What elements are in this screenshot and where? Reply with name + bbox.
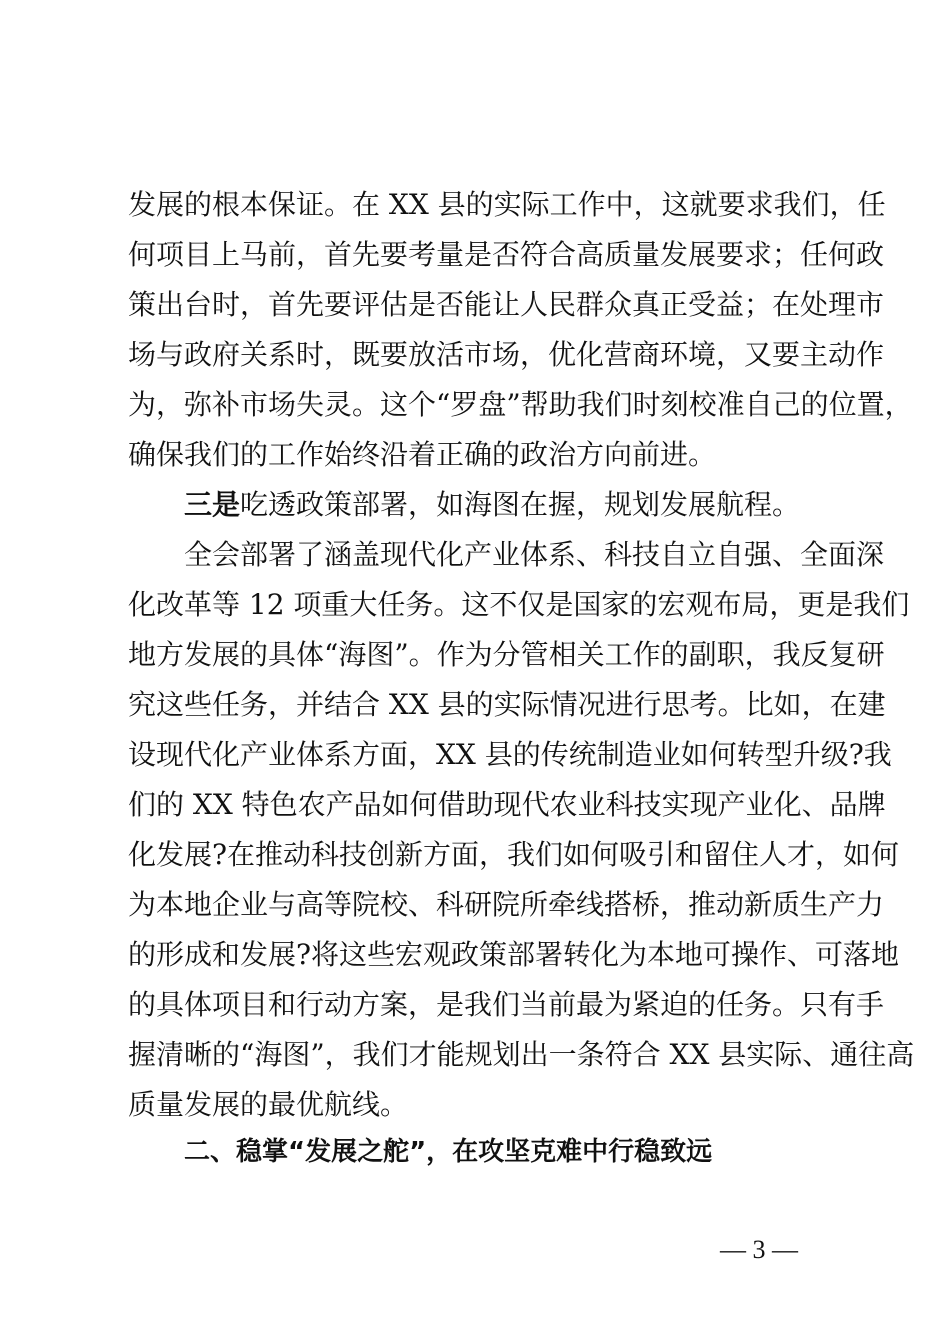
paragraph-line: 确保我们的工作始终沿着正确的政治方向前进。 — [128, 438, 717, 471]
subheading — [184, 485, 832, 525]
subheading-text: 吃透政策部署，如海图在握，规划发展航程。 — [240, 488, 801, 521]
paragraph-line: 握清晰的“海图”，我们才能规划出一条符合 XX 县实际、通往高 — [128, 1038, 915, 1071]
paragraph-line: 何项目上马前，首先要考量是否符合高质量发展要求；任何政 — [128, 238, 885, 271]
paragraph-line: 化发展?在推动科技创新方面，我们如何吸引和留住人才，如何 — [128, 838, 900, 871]
page-number: — 3 — — [720, 1235, 798, 1264]
paragraph-line: 的具体项目和行动方案，是我们当前最为紧迫的任务。只有手 — [128, 988, 885, 1021]
paragraph-line: 设现代化产业体系方面，XX 县的传统制造业如何转型升级?我 — [128, 738, 892, 771]
paragraph-line: 究这些任务，并结合 XX 县的实际情况进行思考。比如，在建 — [128, 688, 886, 721]
paragraph-line: 的形成和发展?将这些宏观政策部署转化为本地可操作、可落地 — [128, 938, 900, 971]
paragraph-line: 全会部署了涵盖现代化产业体系、科技自立自强、全面深 — [184, 538, 885, 571]
paragraph-line: 质量发展的最优航线。 — [128, 1088, 409, 1121]
paragraph-line: 地方发展的具体“海图”。作为分管相关工作的副职，我反复研 — [128, 638, 885, 671]
paragraph-line: 为本地企业与高等院校、科研院所牵线搭桥，推动新质生产力 — [128, 888, 885, 921]
paragraph-line: 发展的根本保证。在 XX 县的实际工作中，这就要求我们，任 — [128, 188, 886, 221]
paragraph-line: 策出台时，首先要评估是否能让人民群众真正受益；在处理市 — [128, 288, 885, 321]
subheading-lead: 三是 — [184, 488, 241, 521]
section-heading: 二、稳掌“发展之舵”，在攻坚克难中行稳致远 — [184, 1137, 713, 1167]
paragraph-line: 为，弥补市场失灵。这个“罗盘”帮助我们时刻校准自己的位置， — [128, 388, 913, 421]
paragraph-line: 们的 XX 特色农产品如何借助现代农业科技实现产业化、品牌 — [128, 788, 886, 821]
paragraph-line: 化改革等 12 项重大任务。这不仅是国家的宏观布局，更是我们 — [128, 588, 910, 621]
paragraph-line: 场与政府关系时，既要放活市场，优化营商环境，又要主动作 — [128, 338, 885, 371]
